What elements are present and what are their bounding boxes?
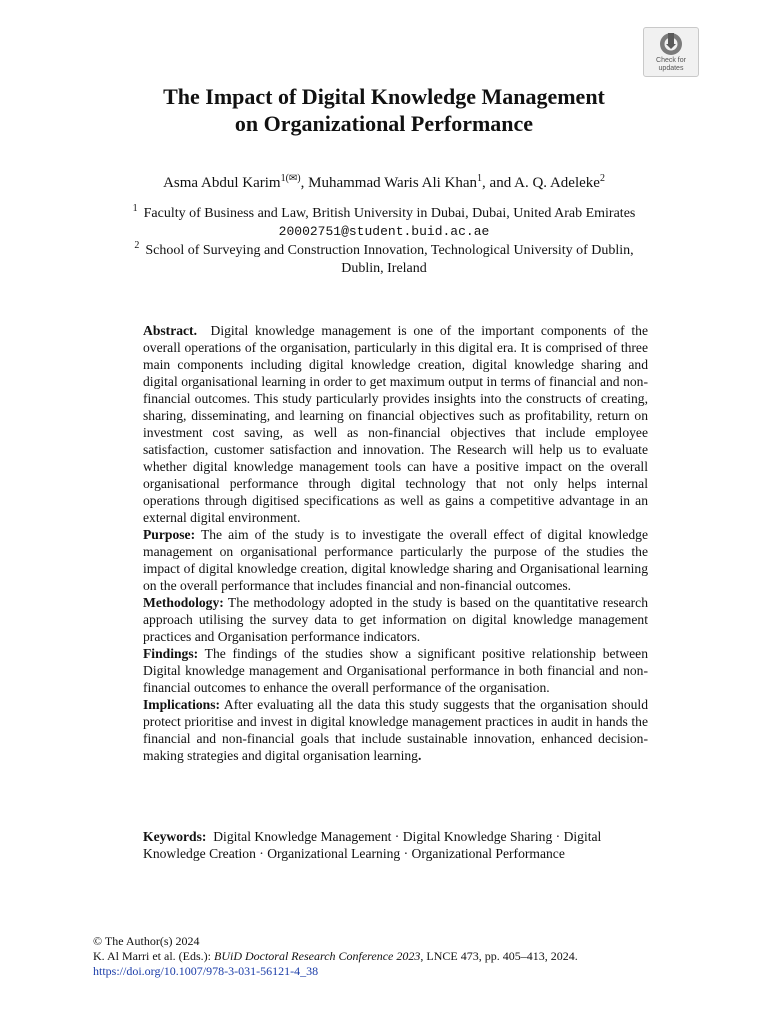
abstract-block (143, 322, 648, 764)
author-3-affiliation-mark: 2 (599, 173, 605, 184)
abstract-paragraph (143, 322, 648, 526)
abstract-label: Abstract. (143, 323, 197, 338)
implications-period: . (417, 748, 422, 763)
badge-label-1: Check for (656, 57, 686, 64)
doi-link[interactable]: https://doi.org/10.1007/978-3-031-56121-4_38 (93, 964, 319, 978)
author-separator: , (300, 175, 309, 191)
purpose-text: The aim of the study is to investigate the overall effect of digital knowledge management on organisational performance particularly the purpose of the studies the impact of digital knowledge creation, digital knowledge sharing and Organisational learning on the overall performance that includes financial and non-financial outcomes. (143, 527, 648, 593)
badge-label-2: updates (658, 65, 684, 72)
author-1-name: Asma Abdul Karim (163, 175, 281, 191)
check-for-updates-icon (658, 32, 684, 56)
methodology-paragraph (143, 594, 648, 645)
affiliation-1-text: Faculty of Business and Law, British University in Dubai, Dubai, United Arab Emirates (143, 206, 636, 221)
purpose-paragraph (143, 526, 648, 594)
title-line-1: The Impact of Digital Knowledge Management (163, 84, 605, 109)
methodology-label: Methodology: (143, 595, 224, 610)
copyright-line: © The Author(s) 2024 (93, 934, 200, 948)
keywords-text: Digital Knowledge Management · Digital Knowledge Sharing · Digital Knowledge Creation · Organizational Learning · Organizational Performance (143, 829, 602, 861)
citation-conference-title: BUiD Doctoral Research Conference 2023 (213, 949, 421, 963)
affiliation-2-text-cont: Dublin, Ireland (341, 261, 427, 276)
author-list (0, 173, 768, 193)
findings-label: Findings: (143, 646, 199, 661)
citation-line (93, 949, 578, 964)
check-for-updates-badge[interactable] (643, 27, 699, 77)
affiliation-1-number: 1 (132, 203, 138, 214)
keywords-block (143, 828, 648, 862)
author-1-affiliation-mark[interactable]: 1(✉) (280, 173, 301, 184)
implications-label: Implications: (143, 697, 221, 712)
paper-title (0, 83, 768, 137)
footer (93, 934, 578, 979)
citation-editors: K. Al Marri et al. (Eds.): (93, 949, 214, 963)
author-2-name: Muhammad Waris Ali Khan (308, 175, 478, 191)
findings-paragraph (143, 645, 648, 696)
keywords-label: Keywords: (143, 829, 207, 844)
author-separator: , and (482, 175, 515, 191)
implications-text: After evaluating all the data this study suggests that the organisation should protect prioritise and invest in digital knowledge management practices in audit in hands the financial and non-financial goals that include sustainable innovation, enhanced decision-making strategies and digital organisation learning (143, 697, 648, 763)
implications-paragraph (143, 696, 648, 764)
author-3-name: A. Q. Adeleke (514, 175, 600, 191)
methodology-text: The methodology adopted in the study is based on the quantitative research approach utilising the survey data to get information on digital knowledge management practices and Organisation performance indicators. (143, 595, 648, 644)
author-2-affiliation-mark: 1 (477, 173, 483, 184)
citation-volume-pages: , LNCE 473, pp. 405–413, 2024. (420, 949, 578, 963)
abstract-text: Digital knowledge management is one of the important components of the overall operations of the organisation, particularly in this digital era. It is comprised of three main components including digital knowledge creation, digital knowledge sharing and digital organisational learning in order to get maximum output in terms of financial and non-financial outcomes. This study particularly provides insights into the constructs of creating, sharing, disseminating, and learning on financial objectives such as profitability, return on investment cost saving, as well as non-financial objectives that include employee satisfaction, customer satisfaction and innovation. The Research will help us to evaluate whether digital knowledge management tools can have a positive impact on the overall organisational performance through digital technology that not only helps internal operations through digitised specifications as well as gains a competitive advantage in an external digital environment. (143, 323, 649, 525)
title-line-2: on Organizational Performance (234, 111, 534, 136)
findings-text: The findings of the studies show a significant positive relationship between Digital knowledge management and Organisational performance in both financial and non-financial outcomes to enhance the overall performance of the organisation. (143, 646, 649, 695)
purpose-label: Purpose: (143, 527, 196, 542)
affiliation-2 (0, 242, 768, 278)
corresponding-email[interactable]: 20002751@student.buid.ac.ae (278, 224, 490, 239)
affiliation-2-text: School of Surveying and Construction Innovation, Technological University of Dublin, (145, 243, 634, 258)
affiliation-1 (0, 205, 768, 241)
affiliation-2-number: 2 (134, 240, 140, 251)
